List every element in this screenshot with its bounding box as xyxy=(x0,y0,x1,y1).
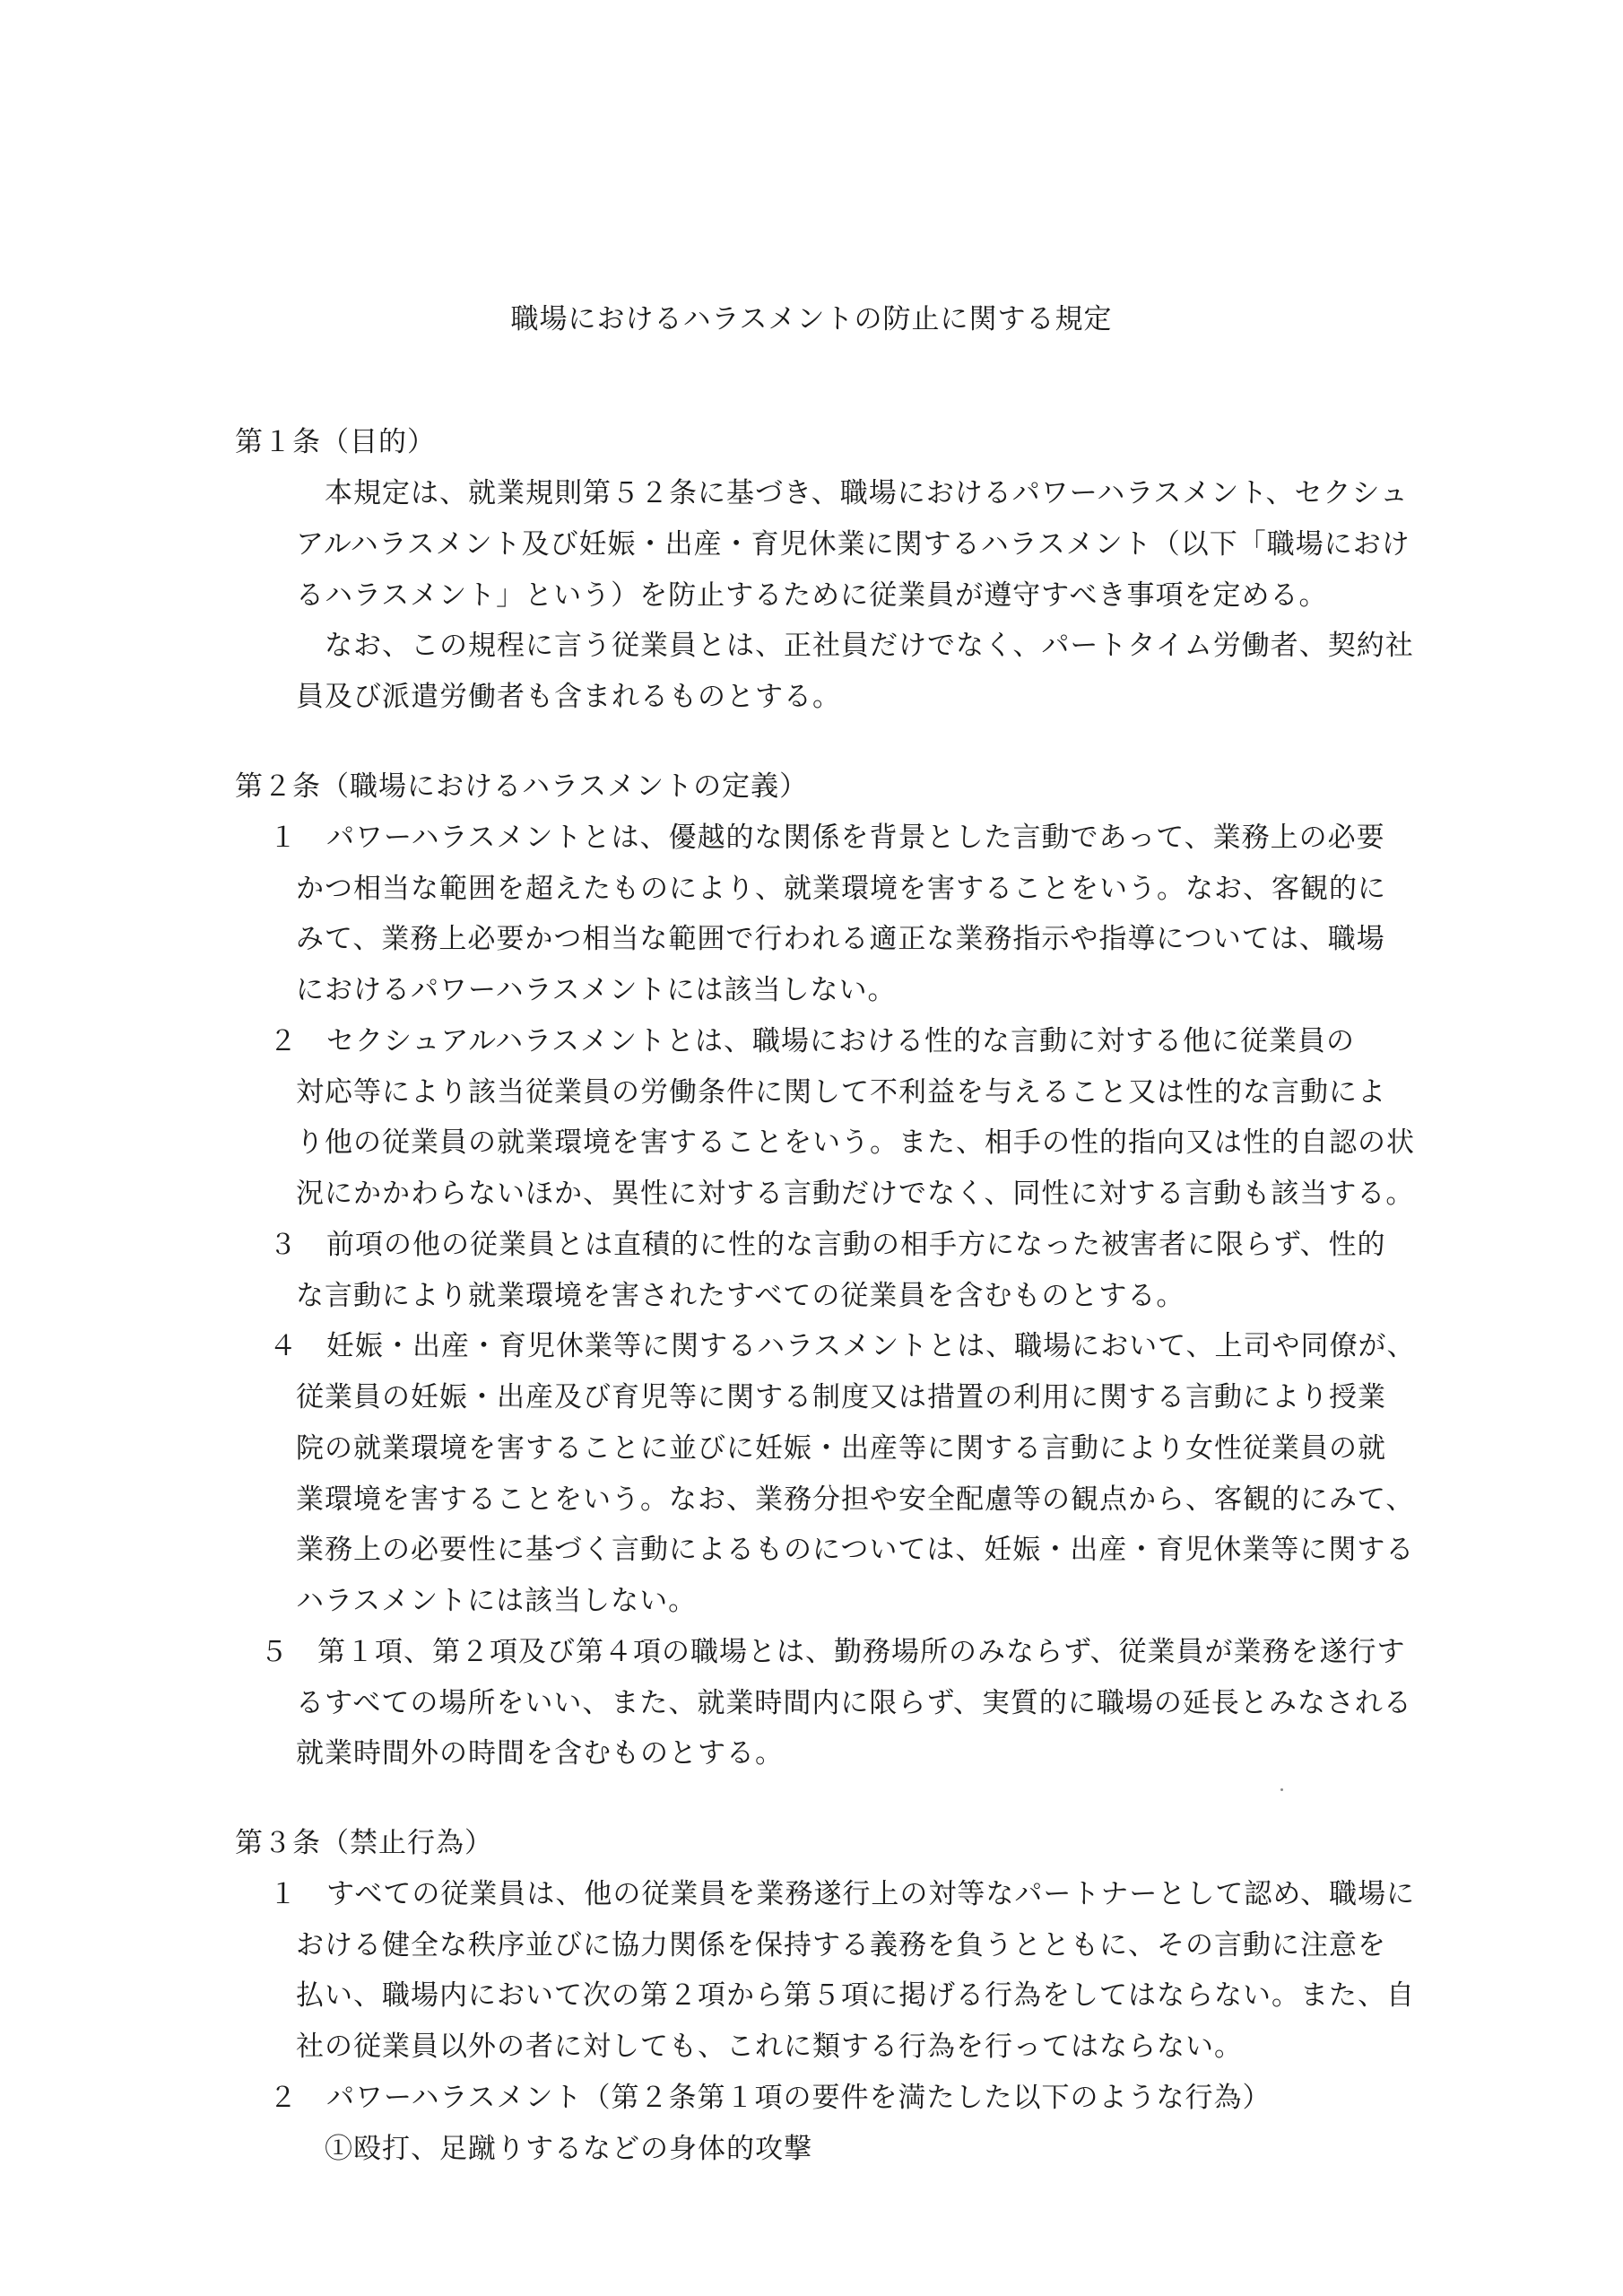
article-2-clause-2-line: り他の従業員の就業環境を害することをいう。また、相手の性的指向又は性的自認の状 xyxy=(296,1126,1415,1159)
article-2-clause-1-line: におけるパワーハラスメントには該当しない。 xyxy=(296,974,897,1006)
article-2-clause-2-line: 対応等により該当従業員の労働条件に関して不利益を与えること又は性的な言動によ xyxy=(296,1076,1386,1109)
article-3-clause-1-line: 社の従業員以外の者に対しても、これに類する行為を行ってはならない。 xyxy=(296,2031,1243,2063)
article-2-clause-3-line: な言動により就業環境を害されたすべての従業員を含むものとする。 xyxy=(296,1280,1185,1312)
document-title: 職場におけるハラスメントの防止に関する規定 xyxy=(510,303,1113,335)
scan-speck xyxy=(1280,1788,1283,1791)
article-2-heading: 第２条（職場におけるハラスメントの定義） xyxy=(235,770,809,803)
article-1-line: アルハラスメント及び妊娠・出産・育児休業に関するハラスメント（以下「職場におけ xyxy=(296,528,1410,561)
article-2-clause-2-line: ２ セクシュアルハラスメントとは、職場における性的な言動に対する他に従業員の xyxy=(269,1025,1356,1057)
article-1-line: なお、この規程に言う従業員とは、正社員だけでなく、パートタイム労働者、契約社 xyxy=(325,630,1414,662)
article-2-clause-1-line: かつ相当な範囲を超えたものにより、就業環境を害することをいう。なお、客観的に xyxy=(296,873,1386,905)
article-2-clause-1-line: １ パワーハラスメントとは、優越的な関係を背景とした言動であって、業務上の必要 xyxy=(269,822,1385,854)
article-2-clause-1-line: みて、業務上必要かつ相当な範囲で行われる適正な業務指示や指導については、職場 xyxy=(296,923,1385,955)
article-2-clause-3-line: ３ 前項の他の従業員とは直積的に性的な言動の相手方になった被害者に限らず、性的 xyxy=(269,1229,1386,1261)
article-3-clause-1-line: おける健全な秩序並びに協力関係を保持する義務を負うとともに、その言動に注意を xyxy=(296,1929,1386,1961)
article-2-clause-4-line: ハラスメントには該当しない。 xyxy=(296,1585,698,1617)
article-1-line: 本規定は、就業規則第５２条に基づき、職場におけるパワーハラスメント、セクシュ xyxy=(325,477,1409,509)
article-2-clause-4-line: 院の就業環境を害することに並びに妊娠・出産等に関する言動により女性従業員の就 xyxy=(296,1432,1386,1465)
article-3-clause-1-line: １ すべての従業員は、他の従業員を業務遂行上の対等なパートナーとして認め、職場に xyxy=(269,1878,1416,1910)
article-2-clause-4-line: 業環境を害することをいう。なお、業務分担や安全配慮等の観点から、客観的にみて、 xyxy=(296,1483,1415,1516)
article-3-clause-2-line: ２ パワーハラスメント（第２条第１項の要件を満たした以下のような行為） xyxy=(269,2082,1271,2114)
article-2-clause-4-line: 業務上の必要性に基づく言動によるものについては、妊娠・出産・育児休業等に関する xyxy=(296,1534,1415,1566)
article-3-clause-2-item: ①殴打、足蹴りするなどの身体的攻撃 xyxy=(325,2133,812,2165)
article-1-line: 員及び派遣労働者も含まれるものとする。 xyxy=(296,681,841,713)
article-2-clause-4-line: 従業員の妊娠・出産及び育児等に関する制度又は措置の利用に関する言動により授業 xyxy=(296,1381,1386,1413)
article-2-clause-4-line: ４ 妊娠・出産・育児休業等に関するハラスメントとは、職場において、上司や同僚が、 xyxy=(269,1330,1416,1362)
article-2-clause-5-line: るすべての場所をいい、また、就業時間内に限らず、実質的に職場の延長とみなされる xyxy=(296,1687,1412,1719)
article-1-heading: 第１条（目的） xyxy=(235,426,436,458)
article-1-line: るハラスメント」という）を防止するために従業員が遵守すべき事項を定める。 xyxy=(296,579,1328,612)
article-2-clause-2-line: 況にかかわらないほか、異性に対する言動だけでなく、同性に対する言動も該当する。 xyxy=(296,1178,1415,1210)
article-2-clause-5-line: 就業時間外の時間を含むものとする。 xyxy=(296,1737,784,1770)
article-3-clause-1-line: 払い、職場内において次の第２項から第５項に掲げる行為をしてはならない。また、自 xyxy=(296,1979,1415,2012)
article-3-heading: 第３条（禁止行為） xyxy=(235,1827,493,1859)
article-2-clause-5-line: ５ 第１項、第２項及び第４項の職場とは、勤務場所のみならず、従業員が業務を遂行す xyxy=(260,1636,1406,1668)
